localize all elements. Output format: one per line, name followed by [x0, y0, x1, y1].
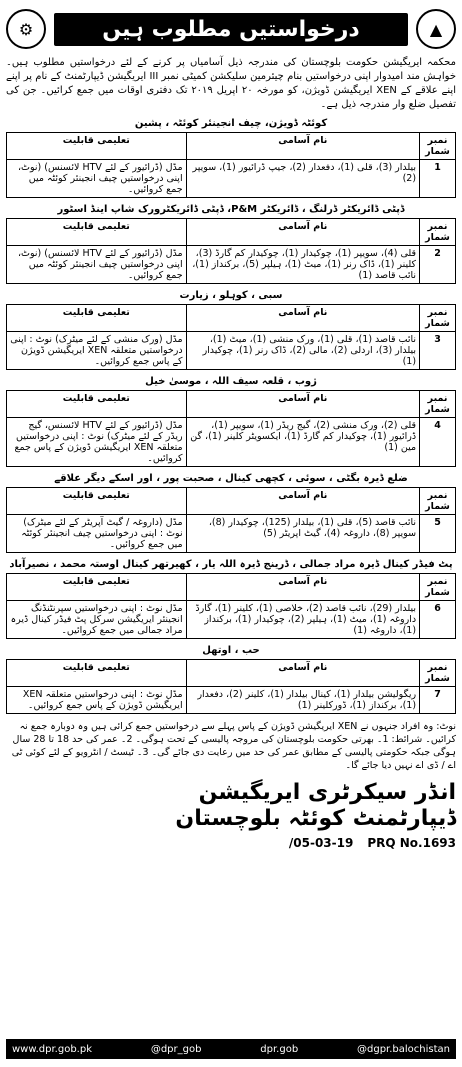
header-qual: تعلیمی قابلیت	[7, 133, 187, 160]
row-number: 1	[420, 160, 456, 198]
row-number: 2	[420, 246, 456, 284]
qualification: مڈل (ڈرائیور کے لئے HTV لائسنس) (نوٹ، اپنی درخواستیں چیف انجینئر کوئٹہ میں جمع کروائیں۔	[7, 160, 187, 198]
section-title: حب ، اوتھل	[202, 645, 260, 656]
table-row	[7, 246, 456, 284]
signature	[6, 780, 456, 832]
post-list: بیلدار (29)، نائب قاصد (2)، خلاصی (1)، کلینر (1)، گارڈ داروغہ (1)، میٹ (1)، ہیلپر (2)، چوکیدار (1)، برکنداز (1)، داروغہ (1)	[186, 601, 419, 639]
section-title: سبی ، کوہلو ، زیارت	[179, 290, 283, 301]
section-title: ضلع ڈیرہ بگٹی ، سوئی ، کچھی کینال ، صحبت پور ، اور اسکے دیگر علاقے	[54, 473, 408, 484]
header	[6, 4, 456, 54]
header-qual: تعلیمی قابلیت	[7, 488, 187, 515]
table-row	[7, 515, 456, 553]
qualification: مڈل (ڈرائیور کے لئے HTV لائسنس، گیج ریڈر کے لئے میٹرک) نوٹ : اپنی درخواستیں متعلقہ XEN ایریگیشن ڈویژن کے پاس جمع کروائیں۔	[7, 418, 187, 467]
header-no: نمبر شمار	[420, 660, 456, 687]
instagram-link[interactable]: @dgpr.balochistan	[357, 1043, 450, 1055]
contact-footer	[6, 1039, 456, 1059]
posts-table	[6, 659, 456, 714]
header-post: نام آسامی	[186, 574, 419, 601]
qualification: مڈل (داروغہ / گیٹ آپریٹر کے لئے میٹرک) نوٹ : اپنی درخواستیں چیف انجینئر کوئٹہ میں جمع کروائیں۔	[7, 515, 187, 553]
row-number: 3	[420, 332, 456, 370]
prq-block	[6, 836, 456, 850]
posts-table	[6, 573, 456, 639]
row-number: 5	[420, 515, 456, 553]
posts-table	[6, 487, 456, 553]
header-post: نام آسامی	[186, 391, 419, 418]
page-title: درخواستیں مطلوب ہیں	[54, 13, 408, 46]
government-logo-icon: ⚙	[6, 9, 46, 49]
posts-table	[6, 132, 456, 198]
table-row	[7, 160, 456, 198]
header-qual: تعلیمی قابلیت	[7, 219, 187, 246]
irrigation-logo-icon: ▲	[416, 9, 456, 49]
header-no: نمبر شمار	[420, 391, 456, 418]
header-qual: تعلیمی قابلیت	[7, 660, 187, 687]
row-number: 6	[420, 601, 456, 639]
post-list: قلی (2)، ورک منشی (2)، گیج ریڈر (1)، سویپر (1)، ڈرائیور (1)، چوکیدار کم گارڈ (1)، ایکسویٹر کلینر (1)، گن مین (1)	[186, 418, 419, 467]
intro-text: محکمہ ایریگیشن حکومت بلوچستان کی مندرجہ ذیل آسامیاں پر کرنے کے لئے درخواستیں مطلوب ہیں۔ خواہش مند امیدوار اپنی درخواستیں بنام چیئرمین سلیکشن کمیٹی نمبر III ایریگیشن ڈیپارٹمنٹ کے نام پر اپنے اپنے علاقے کے XEN ایریگیشن ڈویژن، کو مورخہ ۲۰ اپریل ۲۰۱۹ تک دفتری اوقات میں جمع کرائیں۔ جن کی تفصیل ضلع وار مندرجہ ذیل ہے۔	[6, 57, 457, 110]
section-title: کوئٹہ ڈویژن، چیف انجینئر کوئٹہ ، پشین	[134, 118, 328, 129]
post-list: بیلدار (3)، قلی (1)، دفعدار (2)، جیپ ڈرائیور (1)، سویپر (2)	[186, 160, 419, 198]
header-no: نمبر شمار	[420, 219, 456, 246]
signature-line2: ڈیپارٹمنٹ کوئٹہ بلوچستان	[175, 806, 456, 831]
posts-table	[6, 218, 456, 284]
header-post: نام آسامی	[186, 219, 419, 246]
section-title: ژوب ، قلعہ سیف اللہ ، موسیٰ خیل	[145, 376, 317, 387]
job-advertisement-page	[6, 4, 456, 1059]
website-link[interactable]: www.dpr.gob.pk	[12, 1043, 92, 1055]
row-number: 4	[420, 418, 456, 467]
header-no: نمبر شمار	[420, 488, 456, 515]
qualification: مڈل (ڈرائیور کے لئے HTV لائسنس) (نوٹ، اپنی درخواستیں چیف انجینئر کوئٹہ میں جمع کروائیں۔	[7, 246, 187, 284]
post-list: نائب قاصد (1)، قلی (1)، ورک منشی (1)، میٹ (1)، بیلدار (3)، اردلی (2)، مالی (2)، ڈاک رنر (1)، چوکیدار (1)	[186, 332, 419, 370]
header-qual: تعلیمی قابلیت	[7, 574, 187, 601]
header-no: نمبر شمار	[420, 133, 456, 160]
signature-line1: انڈر سیکرٹری ایریگیشن	[198, 780, 456, 805]
sections-container	[6, 118, 456, 714]
posts-table	[6, 304, 456, 370]
qualification: مڈل نوٹ : اپنی درخواستیں سپرنٹنڈنگ انجینئر ایریگیشن سرکل پٹ فیڈر کینال ڈیرہ مراد جمالی میں جمع کروائیں۔	[7, 601, 187, 639]
post-list: ریگولیشن بیلدار (1)، کینال بیلدار (1)، کلینر (2)، دفعدار (1)، برکنداز (1)، ڈورکلینر (1)	[186, 687, 419, 714]
post-list: نائب قاصد (5)، قلی (1)، بیلدار (125)، چوکیدار (8)، سویپر (8)، داروغہ (4)، گیٹ اپریٹر (5)	[186, 515, 419, 553]
table-row	[7, 601, 456, 639]
qualification: مڈل (ورک منشی کے لئے میٹرک) نوٹ : اپنی درخواستیں متعلقہ XEN ایریگیشن ڈویژن کے پاس جمع کروائیں۔	[7, 332, 187, 370]
header-qual: تعلیمی قابلیت	[7, 391, 187, 418]
header-qual: تعلیمی قابلیت	[7, 305, 187, 332]
notes: نوٹ: وہ افراد جنہوں نے XEN ایریگیشن ڈویژن کے پاس پہلے سے درخواستیں جمع کرائی ہیں وہ دوبارہ جمع نہ کرائیں۔ شرائط: 1۔ بھرتی حکومت بلوچستان کی مروجہ پالیسی کے تحت ہوگی۔ 2۔ عمر کی حد 18 تا 28 سال ہوگی جبکہ حکومتی پالیسی کے مطابق عمر کی حد میں رعایت دی جائے گی۔ 3۔ ٹیسٹ / انٹرویو کے لئے کوئی ٹی اے / ڈی اے نہیں دیا جائے گا۔	[11, 721, 456, 771]
table-row	[7, 418, 456, 467]
prq-date: /05-03-19	[288, 836, 354, 850]
header-post: نام آسامی	[186, 488, 419, 515]
header-post: نام آسامی	[186, 305, 419, 332]
header-post: نام آسامی	[186, 133, 419, 160]
post-list: قلی (4)، سویپر (1)، چوکیدار (1)، چوکیدار کم گارڈ (3)، کلینر (1)، ڈاک رنر (1)، میٹ (1)، ہیلپر (5)، برکنداز (1)، نائب قاصد (1)	[186, 246, 419, 284]
header-no: نمبر شمار	[420, 574, 456, 601]
section-title: پٹ فیڈر کینال ڈیرہ مراد جمالی ، ڈرینج ڈیرہ اللہ یار ، کھیرتھر کینال اوستہ محمد ، نصیرآباد	[9, 559, 453, 570]
section-title: ڈپٹی ڈائریکٹر ڈرلنگ ، ڈائریکٹر P&M، ڈپٹی ڈائریکٹرورک شاپ اینڈ اسٹور	[57, 204, 405, 215]
table-row	[7, 687, 456, 714]
twitter-link[interactable]: @dpr_gob	[150, 1043, 202, 1055]
row-number: 7	[420, 687, 456, 714]
header-post: نام آسامی	[186, 660, 419, 687]
facebook-link[interactable]: dpr.gob	[260, 1043, 299, 1055]
qualification: مڈل نوٹ : اپنی درخواستیں متعلقہ XEN ایریگیشن ڈویژن کے پاس جمع کروائیں۔	[7, 687, 187, 714]
header-no: نمبر شمار	[420, 305, 456, 332]
posts-table	[6, 390, 456, 467]
prq-number: PRQ No.1693	[367, 836, 456, 850]
table-row	[7, 332, 456, 370]
